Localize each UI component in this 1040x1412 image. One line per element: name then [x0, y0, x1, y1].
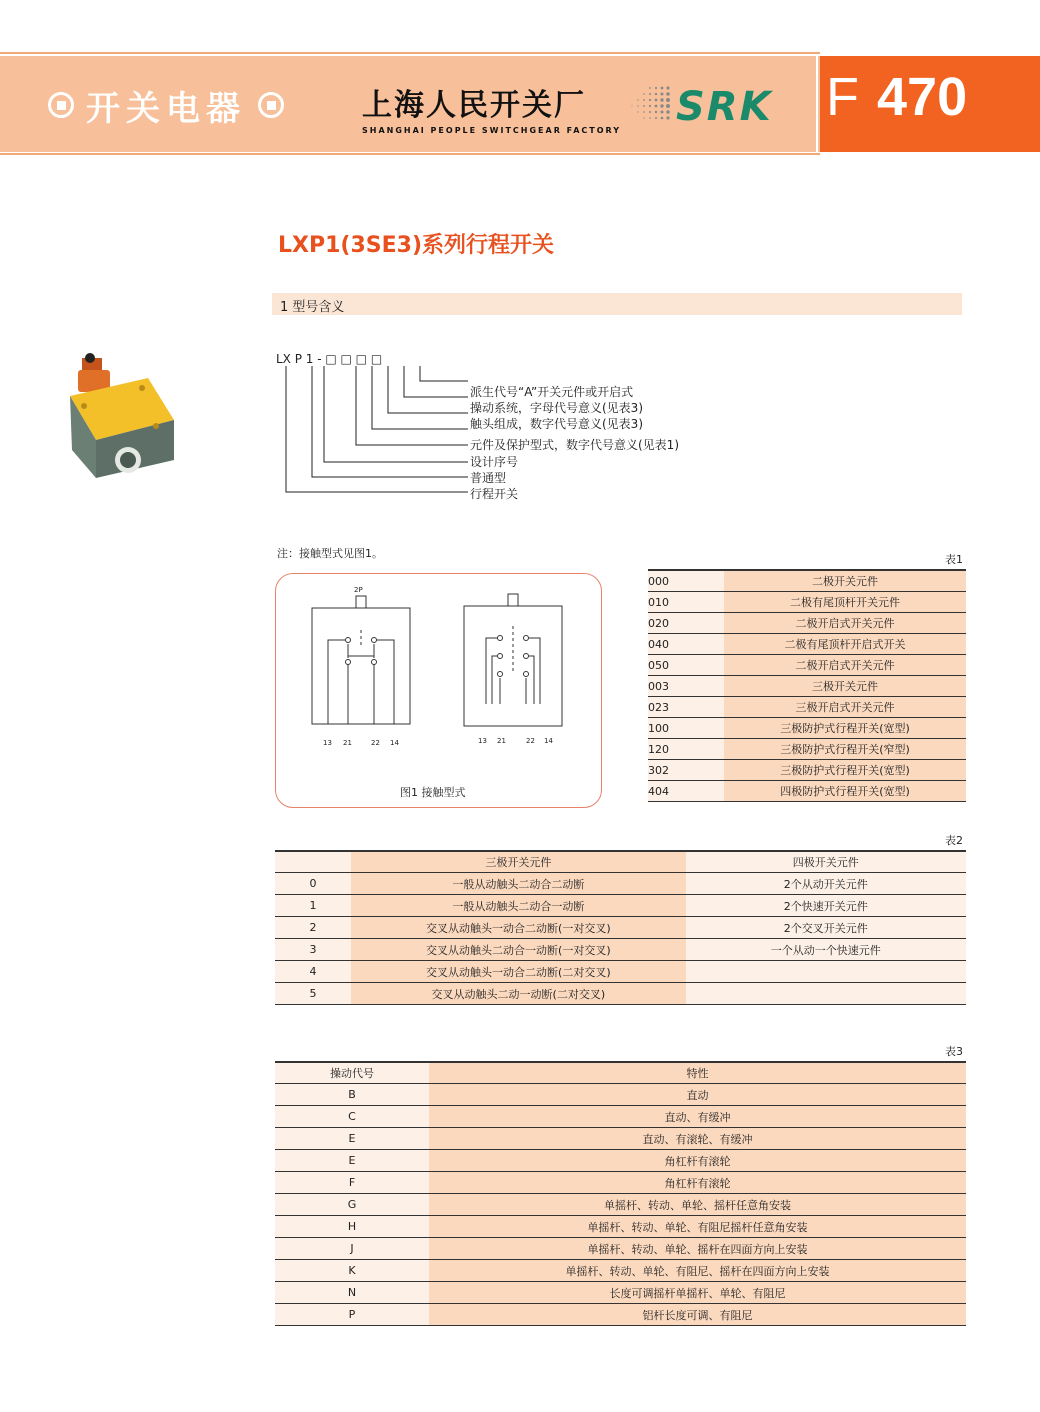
- banner-top-rule: [0, 52, 820, 54]
- table-cell: 单摇杆、转动、单轮、摇杆任意角安装: [429, 1194, 966, 1216]
- terminal-label: 21: [343, 739, 352, 747]
- section-bar: [272, 293, 962, 315]
- model-code-leader-lines: [276, 366, 476, 496]
- table-row: [275, 1282, 966, 1304]
- terminal-label: 14: [544, 737, 553, 745]
- model-code-string: LX P 1 - □ □ □ □: [276, 352, 383, 366]
- table-row: [275, 1150, 966, 1172]
- page-box-divider: [816, 56, 818, 152]
- table-cell-code: 100: [648, 718, 724, 739]
- halftone-dots-icon: [628, 84, 674, 124]
- table-row: [648, 697, 966, 718]
- terminal-label: 14: [390, 739, 399, 747]
- table-header-cell: [275, 851, 351, 873]
- table-row: [275, 939, 966, 961]
- table-row: [275, 895, 966, 917]
- brand-logo: SRK: [676, 84, 773, 130]
- model-label: 操动系统，字母代号意义(见表3): [470, 401, 643, 415]
- table1: [648, 569, 966, 802]
- table-cell-code: 050: [648, 655, 724, 676]
- table-cell: E: [275, 1128, 429, 1150]
- table-row: [648, 676, 966, 697]
- table-row: [275, 917, 966, 939]
- table2: [275, 850, 966, 1005]
- table-cell: N: [275, 1282, 429, 1304]
- section-heading: 1 型号含义: [280, 300, 345, 315]
- table-cell: 单摇杆、转动、单轮、有阻尼摇杆任意角安装: [429, 1216, 966, 1238]
- table-cell-desc: 二极有尾顶杆开关元件: [724, 592, 966, 613]
- table2-caption: 表2: [945, 834, 963, 847]
- table-cell: C: [275, 1106, 429, 1128]
- table-row: [275, 873, 966, 895]
- table3: [275, 1061, 966, 1326]
- company-name-en: SHANGHAI PEOPLE SWITCHGEAR FACTORY: [362, 126, 622, 135]
- table-cell: 5: [275, 983, 351, 1005]
- table-cell-desc: 三极开启式开关元件: [724, 697, 966, 718]
- table-row: [648, 739, 966, 760]
- category-label: 开关电器: [86, 88, 246, 129]
- table-cell: 交叉从动触头二动一动断(二对交叉): [351, 983, 685, 1005]
- table-header-row: [275, 1062, 966, 1084]
- table-header-cell: 三极开关元件: [351, 851, 685, 873]
- model-label: 行程开关: [470, 487, 519, 501]
- table-cell: 角杠杆有滚轮: [429, 1150, 966, 1172]
- table-cell-code: 000: [648, 570, 724, 592]
- table-header-cell: 操动代号: [275, 1062, 429, 1084]
- banner-bottom-rule: [0, 153, 820, 155]
- table-row: [275, 1128, 966, 1150]
- figure-caption: 图1 接触型式: [400, 786, 466, 799]
- table-cell-desc: 四极防护式行程开关(宽型): [724, 781, 966, 802]
- table-cell: E: [275, 1150, 429, 1172]
- table-row: [275, 961, 966, 983]
- table-cell: 交叉从动触头一动合二动断(一对交叉): [351, 917, 685, 939]
- terminal-label: 22: [371, 739, 380, 747]
- table-cell-desc: 二极开关元件: [724, 570, 966, 592]
- table1-caption: 表1: [945, 553, 963, 566]
- model-label: 触头组成，数字代号意义(见表3): [470, 417, 643, 431]
- table-cell-code: 120: [648, 739, 724, 760]
- terminal-label: 22: [526, 737, 535, 745]
- table-cell: 2个快速开关元件: [686, 895, 966, 917]
- table-row: [648, 781, 966, 802]
- company-name-cn: 上海人民开关厂: [362, 88, 586, 123]
- table-cell: 直动、有缓冲: [429, 1106, 966, 1128]
- table-cell: 一般从动触头二动合二动断: [351, 873, 685, 895]
- table-header-cell: 特性: [429, 1062, 966, 1084]
- table-cell: P: [275, 1304, 429, 1326]
- table-header-cell: 四极开关元件: [686, 851, 966, 873]
- table-row: [275, 1304, 966, 1326]
- terminal-label: 21: [497, 737, 506, 745]
- table-row: [275, 1194, 966, 1216]
- table-row: [275, 1216, 966, 1238]
- table-cell-code: 010: [648, 592, 724, 613]
- page-title: LXP1(3SE3)系列行程开关: [278, 233, 555, 258]
- table-row: [275, 1106, 966, 1128]
- table-cell-desc: 二极有尾顶杆开启式开关: [724, 634, 966, 655]
- page-number: [826, 66, 967, 128]
- table-cell: F: [275, 1172, 429, 1194]
- table-cell: 1: [275, 895, 351, 917]
- table-cell-code: 040: [648, 634, 724, 655]
- page-number-value: 470: [877, 67, 968, 127]
- table-row: [275, 1260, 966, 1282]
- table-cell: 3: [275, 939, 351, 961]
- table-cell-code: 302: [648, 760, 724, 781]
- diagram-2p-label: 2P: [354, 586, 363, 594]
- table-cell: 单摇杆、转动、单轮、摇杆在四面方向上安装: [429, 1238, 966, 1260]
- page-letter: F: [826, 67, 859, 127]
- table-cell: G: [275, 1194, 429, 1216]
- bullet-circle-icon: [258, 92, 284, 118]
- table-cell: [686, 961, 966, 983]
- table-header-row: [275, 851, 966, 873]
- table-cell-desc: 二极开启式开关元件: [724, 655, 966, 676]
- table-cell: J: [275, 1238, 429, 1260]
- table-cell: 长度可调摇杆单摇杆、单轮、有阻尼: [429, 1282, 966, 1304]
- table-row: [648, 718, 966, 739]
- table-cell-desc: 三极防护式行程开关(宽型): [724, 718, 966, 739]
- table-row: [648, 634, 966, 655]
- table-cell-desc: 二极开启式开关元件: [724, 613, 966, 634]
- category-heading: [48, 80, 284, 130]
- table-cell: 直动: [429, 1084, 966, 1106]
- table-cell: 单摇杆、转动、单轮、有阻尼、摇杆在四面方向上安装: [429, 1260, 966, 1282]
- table-cell: H: [275, 1216, 429, 1238]
- table-cell: B: [275, 1084, 429, 1106]
- table-cell: 2个从动开关元件: [686, 873, 966, 895]
- table3-caption: 表3: [945, 1045, 963, 1058]
- table-cell: 直动、有滚轮、有缓冲: [429, 1128, 966, 1150]
- table-cell: 铝杆长度可调、有阻尼: [429, 1304, 966, 1326]
- terminal-label: 13: [323, 739, 332, 747]
- limit-switch-product-image: [68, 350, 178, 490]
- table-row: [275, 983, 966, 1005]
- model-label: 元件及保护型式，数字代号意义(见表1): [470, 438, 679, 452]
- contact-diagram: [300, 592, 580, 742]
- model-label: 普通型: [470, 471, 507, 485]
- table-cell-desc: 三极防护式行程开关(窄型): [724, 739, 966, 760]
- table-cell: 一个从动一个快速元件: [686, 939, 966, 961]
- table-cell: 4: [275, 961, 351, 983]
- table-row: [648, 655, 966, 676]
- table-row: [275, 1238, 966, 1260]
- table-cell-code: 404: [648, 781, 724, 802]
- table-row: [275, 1084, 966, 1106]
- table-cell-desc: 三极开关元件: [724, 676, 966, 697]
- table-cell: K: [275, 1260, 429, 1282]
- table-cell-code: 003: [648, 676, 724, 697]
- bullet-circle-icon: [48, 92, 74, 118]
- terminal-label: 13: [478, 737, 487, 745]
- table-cell: 2个交叉开关元件: [686, 917, 966, 939]
- table-row: [275, 1172, 966, 1194]
- table-cell: 2: [275, 917, 351, 939]
- table-row: [648, 592, 966, 613]
- table-cell: [686, 983, 966, 1005]
- table-cell: 一般从动触头二动合一动断: [351, 895, 685, 917]
- model-label: 派生代号“A”开关元件或开启式: [470, 385, 634, 399]
- note-text: 注：接触型式见图1。: [277, 547, 383, 560]
- table-cell: 角杠杆有滚轮: [429, 1172, 966, 1194]
- table-cell: 0: [275, 873, 351, 895]
- table-cell-code: 023: [648, 697, 724, 718]
- table-row: [648, 760, 966, 781]
- table-row: [648, 613, 966, 634]
- table-row: [648, 570, 966, 592]
- table-cell-code: 020: [648, 613, 724, 634]
- table-cell-desc: 三极防护式行程开关(宽型): [724, 760, 966, 781]
- table-cell: 交叉从动触头二动合一动断(一对交叉): [351, 939, 685, 961]
- company-name: [362, 80, 621, 135]
- table-cell: 交叉从动触头一动合二动断(二对交叉): [351, 961, 685, 983]
- model-label: 设计序号: [470, 455, 519, 469]
